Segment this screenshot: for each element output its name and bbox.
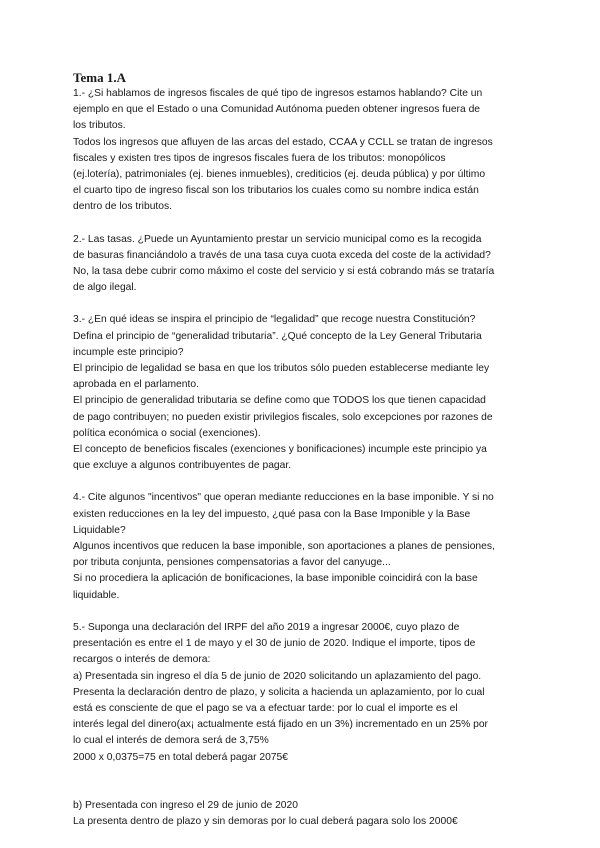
- page-title: Tema 1.A: [73, 70, 126, 85]
- answer-5a: a) Presentada sin ingreso el día 5 de junio de 2020 solicitando un aplazamiento del pago. Presenta la declaración dentro de plazo, y solicita a hacienda un aplazamiento, por lo cual está es consciente de que el pago se va a efectuar tarde: por lo cual el importe es el interés legal del dinero(ax¡ actualmente está fijado en un 3%) incrementado en un 25% por lo cual el interés de demora será de 3,75% 2000 x 0,0375=75 en total deberá pagar 2075€: [73, 670, 488, 763]
- section-2: [73, 232, 530, 297]
- question-4: 4.- Cite algunos "incentivos" que operan mediante reducciones en la base imponible. Y si no existen reducciones en la ley del impuesto, ¿qué pasa con la Base Imponible y la Base Liquidable?: [73, 492, 494, 536]
- answer-4-base: Si no procediera la aplicación de bonificaciones, la base imponible coincidirá con la base liquidable.: [73, 573, 478, 601]
- section-4: [73, 490, 530, 603]
- question-3: 3.- ¿En qué ideas se inspira el principio de “legalidad” que recoge nuestra Constitución? Defina el principio de “generalidad tributaria”. ¿Qué concepto de la Ley General Tributaria incumple este principio?: [73, 314, 482, 358]
- answer-3-beneficios: El concepto de beneficios fiscales (exenciones y bonificaciones) incumple este principio ya que excluye a algunos contribuyentes de pagar.: [73, 444, 487, 472]
- question-1: 1.- ¿Si hablamos de ingresos fiscales de qué tipo de ingresos estamos hablando? Cite un ejemplo en que el Estado o una Comunidad Autónoma pueden obtener ingresos fuera de los tributos.: [73, 88, 483, 132]
- part-b-answer: La presenta dentro de plazo y sin demoras por lo cual deberá pagara solo los 2000€: [73, 815, 458, 827]
- section-1: [73, 86, 530, 216]
- section-5b: [73, 798, 530, 830]
- answer-2: No, la tasa debe cubrir como máximo el coste del servicio y si está cobrando más se trataría de algo ilegal.: [73, 266, 495, 294]
- section-5: [73, 620, 530, 766]
- answer-3-legalidad: El principio de legalidad se basa en que los tributos sólo pueden establecerse mediante ley aprobada en el parlamento.: [73, 363, 490, 391]
- question-5: 5.- Suponga una declaración del IRPF del año 2019 a ingresar 2000€, cuyo plazo de presentación es entre el 1 de mayo y el 30 de junio de 2020. Indique el importe, tipos de recargos o interés de demora:: [73, 621, 476, 666]
- answer-3-generalidad: El principio de generalidad tributaria se define como que TODOS los que tienen capacidad de pago contribuyen; no pueden existir privilegios fiscales, solo excepciones por razones de política económica o social (exenciones).: [73, 395, 493, 439]
- answer-4-incentivos: Algunos incentivos que reducen la base imponible, son aportaciones a planes de pensiones, por tributa conjunta, pensiones compensatorias a favor del canyuge...: [73, 541, 495, 569]
- answer-1: Todos los ingresos que afluyen de las arcas del estado, CCAA y CCLL se tratan de ingresos fiscales y existen tres tipos de ingresos fiscales fuera de los tributos: monopólicos (ej.lotería), patrimoniales (ej. bienes inmuebles), crediticios (ej. deuda pública) y por último el cuarto tipo de ingreso fiscal son los tributarios los cuales como su nombre indica están dentro de los tributos.: [73, 136, 493, 213]
- question-2: 2.- Las tasas. ¿Puede un Ayuntamiento prestar un servicio municipal como es la recogida de basuras financiándolo a través de una tasa cuya cuota exceda del coste de la actividad?: [73, 233, 491, 261]
- part-b-heading: b) Presentada con ingreso el 29 de junio de 2020: [73, 799, 298, 811]
- calculation-line: 2000 x 0,0375=75 en total deberá pagar 2075€: [73, 751, 288, 763]
- section-3: [73, 312, 530, 474]
